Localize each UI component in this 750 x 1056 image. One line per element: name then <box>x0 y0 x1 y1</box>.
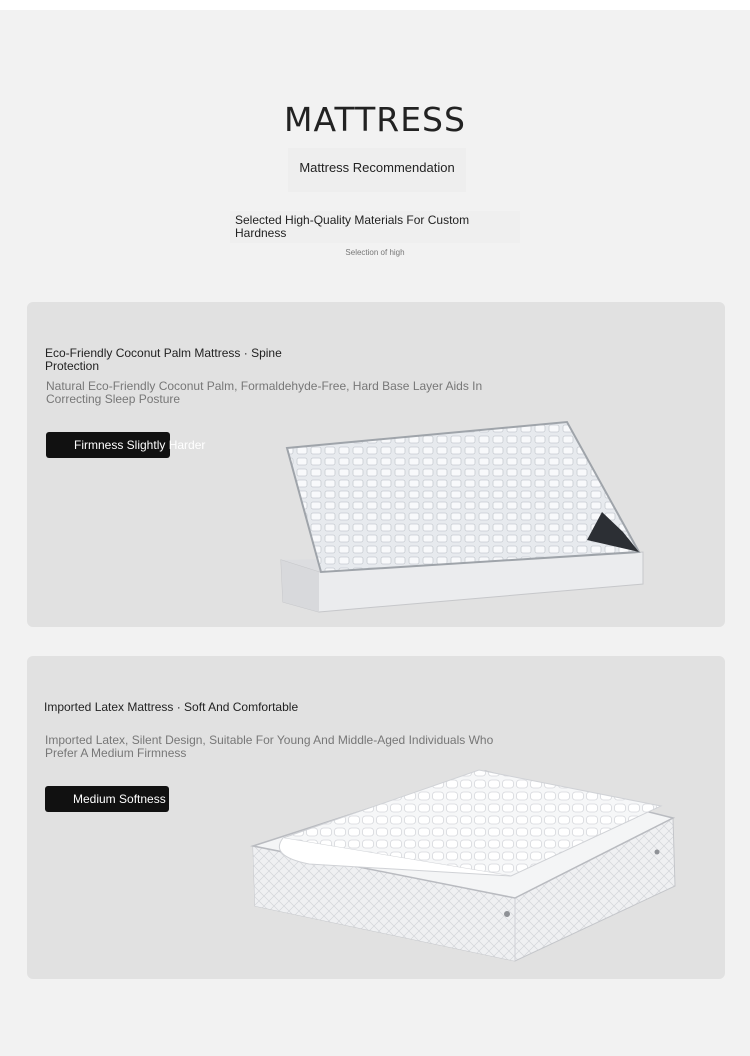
product-description: Imported Latex, Silent Design, Suitable For Young And Middle-Aged Individuals Who Prefer A Medium Firmness <box>45 733 494 760</box>
coconut-mattress-image <box>267 412 657 617</box>
tagline: Selected High-Quality Materials For Custom Hardness <box>230 211 520 243</box>
product-card-latex <box>27 656 725 979</box>
product-description: Natural Eco-Friendly Coconut Palm, Formaldehyde-Free, Hard Base Layer Aids In Correcting Sleep Posture <box>46 379 483 406</box>
badge-label: Firmness Slightly Harder <box>74 438 206 452</box>
product-card-coconut <box>27 302 725 627</box>
badge-label: Medium Softness <box>73 792 166 806</box>
latex-mattress-image <box>249 766 681 966</box>
page-subtitle: Mattress Recommendation <box>288 148 466 192</box>
softness-badge <box>45 786 169 812</box>
product-title: Eco-Friendly Coconut Palm Mattress · Spine Protection <box>45 346 282 373</box>
product-title: Imported Latex Mattress · Soft And Comfortable <box>44 700 299 714</box>
small-note: Selection of high <box>345 248 405 257</box>
firmness-badge <box>46 432 206 458</box>
top-strip <box>0 0 750 10</box>
page-title: MATTRESS <box>284 100 466 139</box>
